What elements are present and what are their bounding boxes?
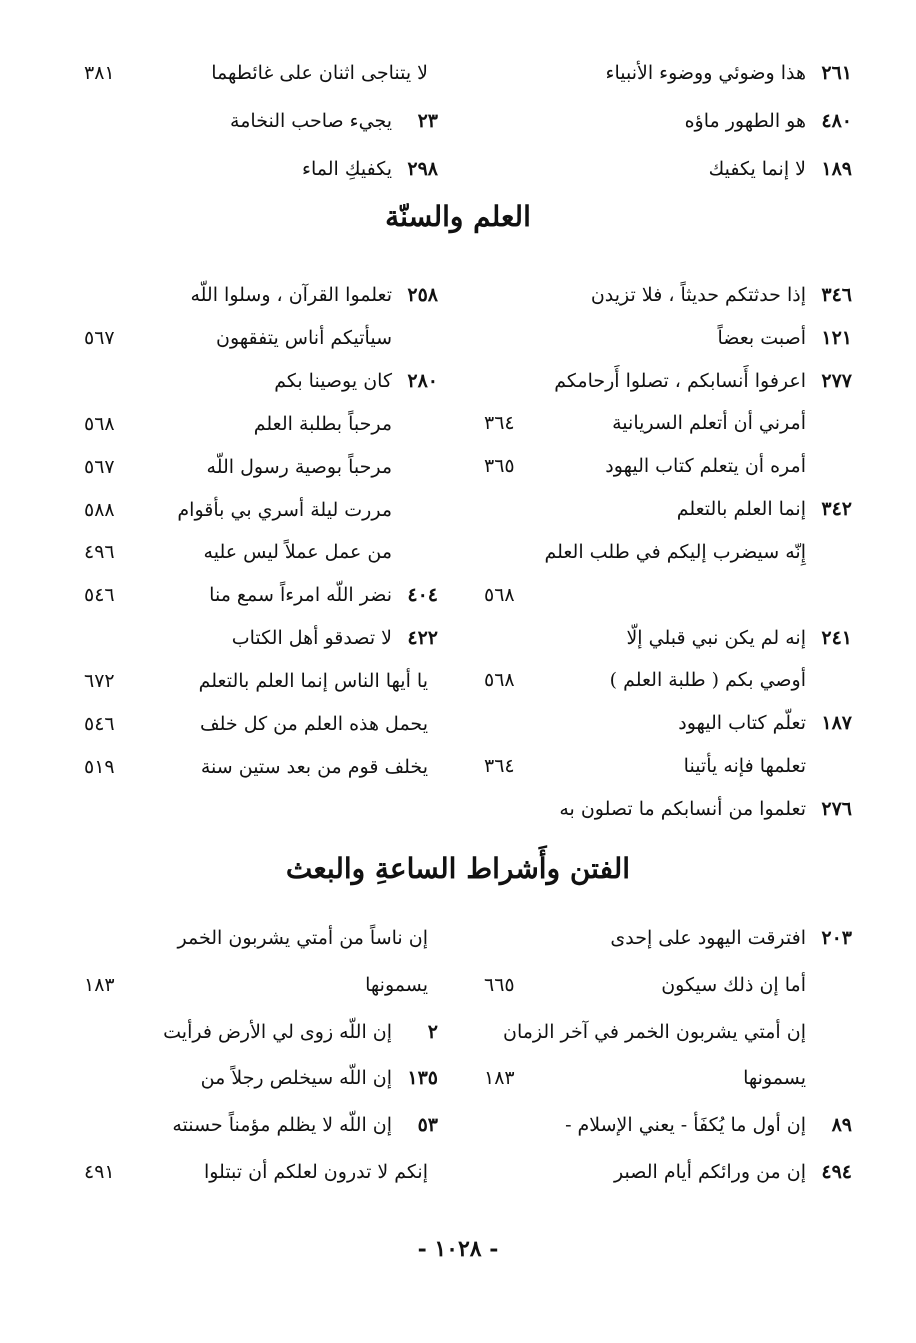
entry-text: من عمل عملاً ليس عليه <box>203 541 392 564</box>
hadith-number: ٢٥٨ <box>407 284 438 306</box>
left-column <box>84 56 438 186</box>
entry-text: إن ناساً من أمتي يشربون الخمر <box>177 927 428 949</box>
page-ref: ١٨٣ <box>484 1067 515 1090</box>
entry-text: يحمل هذه العلم من كل خلف <box>199 713 428 736</box>
hadith-number: ٣٤٢ <box>821 498 852 521</box>
page-ref: ٥٤٦ <box>84 713 115 736</box>
hadith-number: ٤٠٤ <box>407 584 438 607</box>
index-entry <box>84 407 438 441</box>
index-entry <box>84 364 438 398</box>
hadith-number: ٢٠٣ <box>821 927 852 949</box>
page-ref: ٣٨١ <box>84 62 115 84</box>
entry-text: يا أيها الناس إنما العلم بالتعلم <box>198 670 428 693</box>
index-entry <box>84 321 438 355</box>
index-entry <box>484 449 852 483</box>
page-ref: ٥٤٦ <box>84 584 115 607</box>
entry-text: لا يتناجى اثنان على غائطهما <box>211 62 428 84</box>
left-column <box>84 278 438 784</box>
index-entry <box>484 921 852 955</box>
index-entry <box>484 364 852 398</box>
entry-text: لا تصدقو أهل الكتاب <box>231 627 392 650</box>
entry-text: افترقت اليهود على إحدى <box>610 927 806 949</box>
hadith-number: ٤٨٠ <box>821 110 852 132</box>
page-ref: ٣٦٤ <box>484 755 515 778</box>
hadith-number: ٢ <box>427 1020 438 1043</box>
hadith-number: ٢٦١ <box>821 62 852 84</box>
entry-text: إذا حدثتكم حديثاً ، فلا تزيدن <box>590 284 806 306</box>
index-entry <box>84 1108 438 1142</box>
index-entry <box>484 792 852 826</box>
entry-text: هو الطهور ماؤه <box>684 110 806 132</box>
index-entry <box>484 1155 852 1189</box>
entry-text: تعلموا من أنسابكم ما تصلون به <box>559 797 806 820</box>
page-ref: ٥٦٧ <box>84 455 115 478</box>
index-entry <box>484 1108 852 1142</box>
hadith-number: ٤٩٤ <box>821 1160 852 1183</box>
entry-text: إِنّه سيضرب إليكم في طلب العلم <box>544 540 806 563</box>
page-ref: ١٨٣ <box>84 973 115 996</box>
index-entry <box>84 104 438 138</box>
index-entry <box>84 750 438 784</box>
right-column <box>484 278 852 826</box>
index-entry <box>484 1015 852 1049</box>
entry-text: يجيء صاحب النخامة <box>230 110 392 132</box>
entry-text: لا إنما يكفيك <box>708 158 806 180</box>
section-heading: العلم والسنّة <box>385 200 531 233</box>
entry-text: مررت ليلة أسري بي بأقوام <box>177 498 392 521</box>
index-entry <box>84 621 438 655</box>
page-ref: ٦٧٢ <box>84 670 115 693</box>
page-ref: ٣٦٤ <box>484 412 515 435</box>
entry-text: يسمونها <box>743 1067 806 1090</box>
entry-text: تعلموا القرآن ، وسلوا اللّه <box>190 284 392 306</box>
left-column <box>84 921 438 1189</box>
entry-text: اعرفوا أَنسابكم ، تصلوا أَرحامكم <box>554 369 806 392</box>
entry-text: تعلّم كتاب اليهود <box>678 712 806 735</box>
entry-text: إن أمتي يشربون الخمر في آخر الزمان <box>503 1020 806 1043</box>
index-entry <box>484 749 852 783</box>
page-ref: ٤٩١ <box>84 1160 115 1183</box>
index-entry <box>484 321 852 355</box>
page-ref: ٥٨٨ <box>84 498 115 521</box>
entry-text: أمره أن يتعلم كتاب اليهود <box>605 455 806 478</box>
index-entry <box>84 968 438 1002</box>
page-ref: ٥٦٨ <box>84 412 115 435</box>
index-entry <box>484 621 852 655</box>
index-entry <box>84 921 438 955</box>
index-entry <box>484 56 852 90</box>
index-entry <box>84 535 438 569</box>
index-entry <box>484 968 852 1002</box>
page-ref: ٥٦٨ <box>484 583 515 606</box>
entry-text: تعلمها فإنه يأتينا <box>683 755 806 778</box>
index-entry <box>84 278 438 312</box>
right-column <box>484 56 852 186</box>
entry-text: يكفيكِ الماء <box>302 158 392 180</box>
entry-text: كان يوصينا بكم <box>274 369 392 392</box>
section-heading: الفتن وأَشراط الساعةِ والبعث <box>285 852 631 885</box>
index-entry <box>84 578 438 612</box>
index-entry <box>84 1061 438 1095</box>
entry-text: أصبت بعضاً <box>717 326 806 349</box>
entry-text: إن اللّه سيخلص رجلاً من <box>200 1067 392 1090</box>
entry-text: إنما العلم بالتعلم <box>676 498 806 521</box>
hadith-number: ١٨٧ <box>821 712 852 735</box>
hadith-number: ٤٢٢ <box>407 627 438 650</box>
hadith-number: ٢٩٨ <box>407 158 438 180</box>
entry-text: إن من ورائكم أيام الصبر <box>614 1160 806 1183</box>
index-entry <box>484 578 852 612</box>
entry-text: يسمونها <box>365 973 428 996</box>
entry-text: هذا وضوئي ووضوء الأنبياء <box>605 62 806 84</box>
page-ref: ٦٦٥ <box>484 973 515 996</box>
hadith-number: ١٣٥ <box>407 1067 438 1090</box>
hadith-number: ١٨٩ <box>821 158 852 180</box>
entry-text: مرحباً بوصية رسول اللّه <box>206 455 392 478</box>
page-ref: ٤٩٦ <box>84 541 115 564</box>
index-entry <box>84 1155 438 1189</box>
hadith-number: ٢٤١ <box>821 626 852 649</box>
entry-text: يخلف قوم من بعد ستين سنة <box>200 755 428 778</box>
hadith-number: ٢٧٧ <box>821 369 852 392</box>
index-entry <box>84 493 438 527</box>
index-entry <box>84 707 438 741</box>
hadith-number: ٢٨٠ <box>407 369 438 392</box>
index-entry <box>84 152 438 186</box>
index-entry <box>484 406 852 440</box>
index-entry <box>484 278 852 312</box>
index-entry <box>484 104 852 138</box>
index-entry <box>484 492 852 526</box>
page-ref: ٥٦٧ <box>84 326 115 349</box>
entry-text: إنه لم يكن نبي قبلي إلّا <box>626 626 806 649</box>
entry-text: سيأتيكم أناس يتفقهون <box>215 326 392 349</box>
entry-text: إن اللّه لا يظلم مؤمناً حسنته <box>172 1114 392 1137</box>
page-number: - ١٠٢٨ - <box>417 1236 499 1262</box>
index-entry <box>84 450 438 484</box>
hadith-number: ١٢١ <box>821 326 852 349</box>
index-entry <box>484 663 852 697</box>
index-entry <box>484 152 852 186</box>
index-entry <box>84 56 438 90</box>
page-ref: ٣٦٥ <box>484 455 515 478</box>
index-entry <box>484 535 852 569</box>
entry-text: إنكم لا تدرون لعلكم أن تبتلوا <box>203 1160 428 1183</box>
hadith-number: ٢٧٦ <box>821 797 852 820</box>
hadith-number: ٣٤٦ <box>821 284 852 306</box>
index-entry <box>484 706 852 740</box>
entry-text: إن أول ما يُكفَأ - يعني الإسلام - <box>565 1114 806 1137</box>
index-entry <box>84 1015 438 1049</box>
index-entry <box>484 1061 852 1095</box>
hadith-number: ٨٩ <box>831 1114 852 1137</box>
right-column <box>484 921 852 1189</box>
hadith-number: ٢٣ <box>417 110 438 132</box>
page-ref: ٥٦٨ <box>484 669 515 692</box>
page-ref: ٥١٩ <box>84 755 115 778</box>
entry-text: أوصي بكم ( طلبة العلم ) <box>609 669 806 692</box>
entry-text: أمرني أن أتعلم السريانية <box>612 412 806 435</box>
index-entry <box>84 664 438 698</box>
hadith-number: ٥٣ <box>417 1114 438 1137</box>
entry-text: إن اللّه زوى لي الأرض فرأيت <box>163 1020 392 1043</box>
entry-text: مرحباً بطلبة العلم <box>253 412 392 435</box>
entry-text: أما إن ذلك سيكون <box>661 973 806 996</box>
entry-text: نضر اللّه امرءاً سمع منا <box>209 584 392 607</box>
